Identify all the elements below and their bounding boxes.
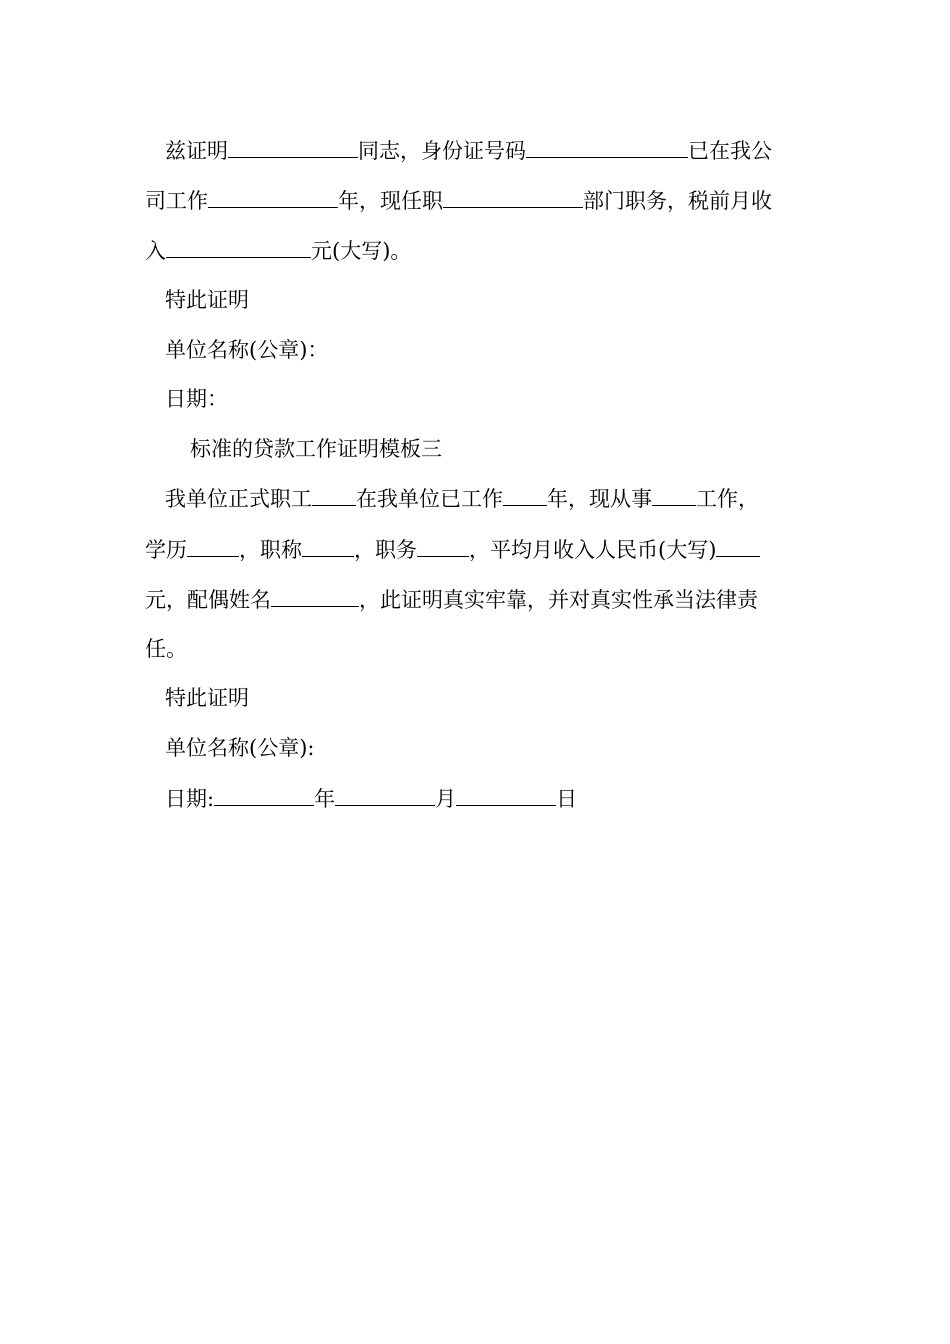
text-segment: 部门职务，税前月收 — [583, 189, 772, 213]
text-segment: 同志，身份证号码 — [358, 139, 526, 163]
month-label: 月 — [435, 787, 457, 811]
fill-blank-employee[interactable] — [312, 485, 356, 506]
date-line — [145, 785, 830, 812]
paragraph-line — [145, 536, 810, 563]
fill-blank-month[interactable] — [335, 785, 435, 806]
unit-name-label: 单位名称(公章): — [165, 736, 315, 760]
text-segment: ，职称 — [239, 538, 302, 562]
fill-blank-department[interactable] — [443, 187, 583, 208]
text-segment: 兹证明 — [165, 139, 228, 163]
fill-blank-income[interactable] — [716, 536, 760, 557]
certify-text: 特此证明 — [165, 686, 249, 710]
text-segment: 工作， — [696, 487, 759, 511]
paragraph-line — [145, 137, 830, 164]
certify-text: 特此证明 — [165, 288, 249, 312]
fill-blank-day[interactable] — [456, 785, 556, 806]
paragraph-line — [145, 187, 810, 214]
year-label: 年 — [314, 787, 336, 811]
text-segment: 学历 — [145, 538, 187, 562]
paragraph-line — [145, 586, 810, 613]
date-label: 日期： — [165, 387, 228, 411]
text-segment: ，平均月收入人民币(大写) — [469, 538, 717, 562]
text-segment: 入 — [145, 239, 166, 263]
text-segment: 年，现从事 — [547, 487, 652, 511]
date-label: 日期: — [165, 787, 215, 811]
fill-blank-position[interactable] — [417, 536, 469, 557]
paragraph-line — [145, 485, 830, 512]
text-segment: 已在我公 — [688, 139, 772, 163]
fill-blank-years[interactable] — [503, 485, 547, 506]
paragraph-line: 任。 — [145, 637, 187, 661]
text-segment: 我单位正式职工 — [165, 487, 312, 511]
fill-blank-id-number[interactable] — [526, 137, 688, 158]
text-segment: 元，配偶姓名 — [145, 588, 271, 612]
fill-blank-spouse-name[interactable] — [271, 586, 359, 607]
fill-blank-years[interactable] — [208, 187, 338, 208]
section-title: 标准的贷款工作证明模板三 — [190, 437, 442, 461]
fill-blank-education[interactable] — [187, 536, 239, 557]
fill-blank-title[interactable] — [302, 536, 354, 557]
fill-blank-year[interactable] — [214, 785, 314, 806]
text-segment: 年，现任职 — [338, 189, 443, 213]
text-segment: ，此证明真实牢靠，并对真实性承当法律责 — [359, 588, 758, 612]
text-segment: 司工作 — [145, 189, 208, 213]
fill-blank-income[interactable] — [166, 237, 311, 258]
unit-name-label: 单位名称(公章)： — [165, 338, 329, 362]
text-segment: ，职务 — [354, 538, 417, 562]
text-segment: 元(大写)。 — [311, 239, 412, 263]
fill-blank-name[interactable] — [228, 137, 358, 158]
day-label: 日 — [556, 787, 578, 811]
text-segment: 在我单位已工作 — [356, 487, 503, 511]
fill-blank-job[interactable] — [652, 485, 696, 506]
paragraph-line — [145, 237, 810, 264]
